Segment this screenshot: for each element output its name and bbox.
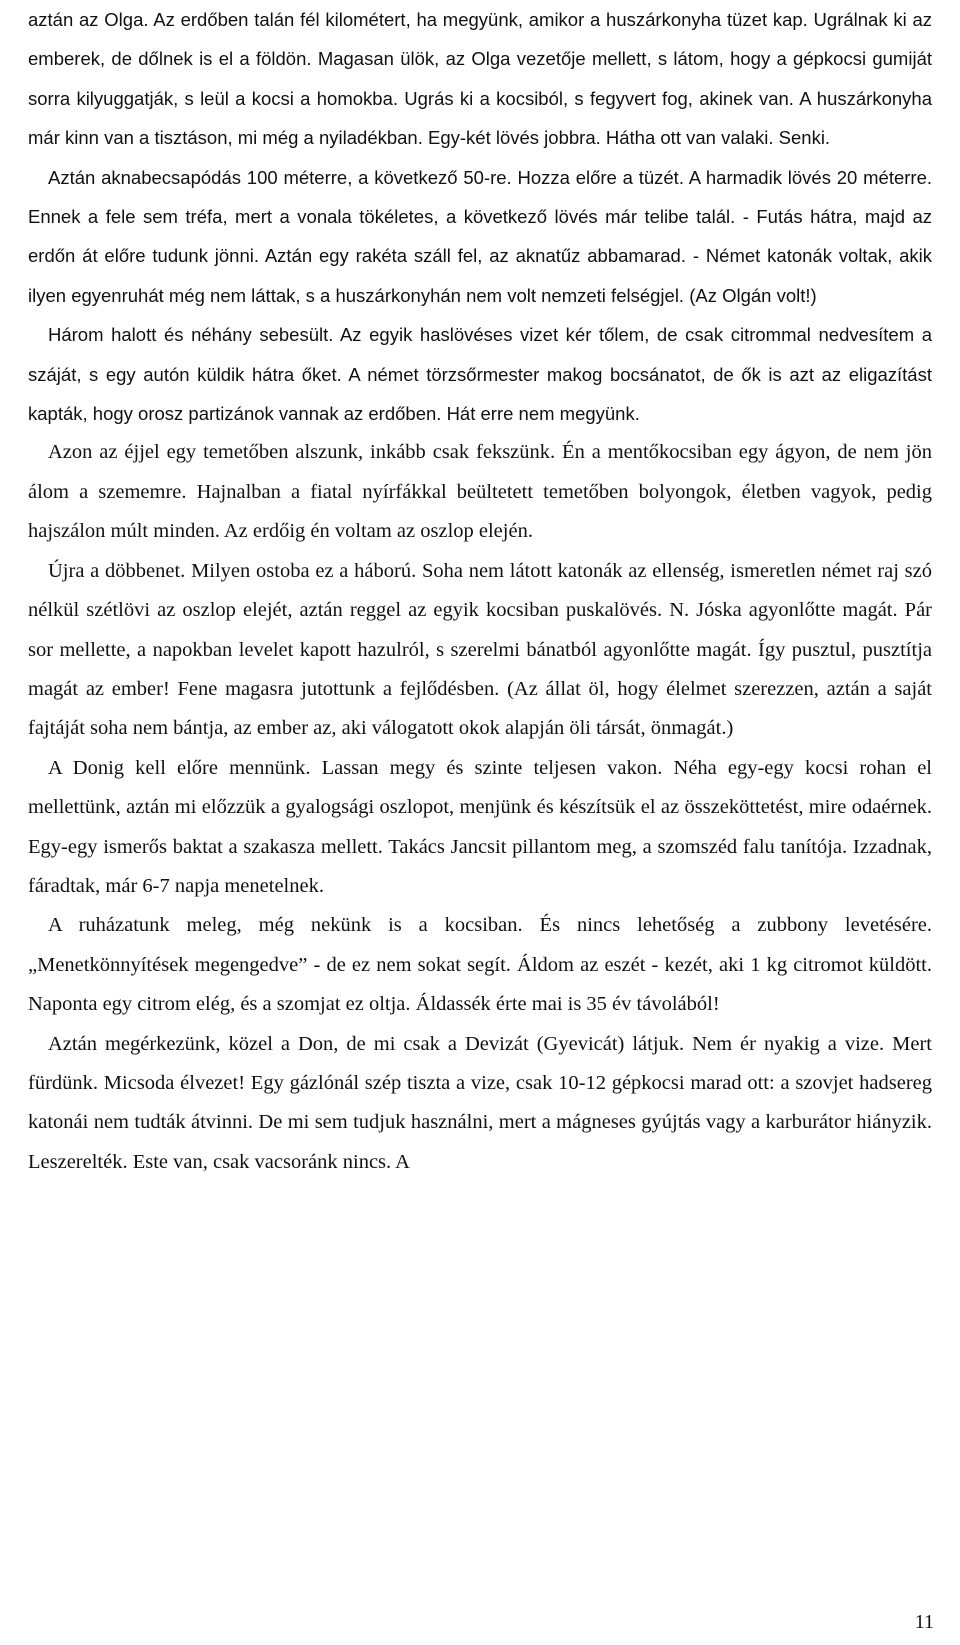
page-number: 11 <box>914 1611 934 1633</box>
paragraph-1: aztán az Olga. Az erdőben talán fél kilométert, ha megyünk, amikor a huszárkonyha tüzet kap. Ugrálnak ki az emberek, de dőlnek is el a földön. Magasan ülök, az Olga vezetője mellett, s látom, hogy a gépkocsi gumiját sorra kilyuggatják, s leül a kocsi a homokba. Ugrás ki a kocsiból, s fegyvert fog, akinek van. A huszárkonyha már kinn van a tisztáson, mi még a nyiladékban. Egy-két lövés jobbra. Hátha ott van valaki. Senki. <box>28 9 932 149</box>
paragraph-4: Azon az éjjel egy temetőben alszunk, inkább csak fekszünk. Én a mentőkocsiban egy ágyon, de nem jön álom a szememre. Hajnalban a fiatal nyírfákkal beültetett temetőben bolyongok, életben vagyok, pedig hajszálon múlt minden. Az erdőig én voltam az oszlop elején. <box>28 441 932 543</box>
paragraph-6: A Donig kell előre mennünk. Lassan megy és szinte teljesen vakon. Néha egy-egy kocsi rohan el mellettünk, aztán mi előzzük a gyalogsági oszlopot, menjünk és készítsük el az összeköttetést, mire odaérnek. Egy-egy ismerős baktat a szakasza mellett. Takács Jancsit pillantom meg, a szomszéd falu tanítója. Izzadnak, fáradtak, már 6-7 napja menetelnek. <box>28 756 932 897</box>
paragraph-3: Három halott és néhány sebesült. Az egyik haslövéses vizet kér tőlem, de csak citrommal nedvesítem a száját, s egy autón küldik hátra őket. A német törzsőrmester makog bocsánatot, de ők is azt az eligazítást kapták, hogy orosz partizánok vannak az erdőben. Hát erre nem megyünk. <box>28 324 932 425</box>
paragraph-8: Aztán megérkezünk, közel a Don, de mi csak a Devizát (Gyevicát) látjuk. Nem ér nyakig a vize. Mert fürdünk. Micsoda élvezet! Egy gázlónál szép tiszta a vize, csak 10-12 gépkocsi marad ott: a szovjet hadsereg katonái nem tudták átvinni. De mi sem tudjuk használni, mert a mágneses gyújtás vagy a karburátor hiányzik. Leszerelték. Este van, csak vacsoránk nincs. A <box>28 1032 932 1173</box>
paragraph-2: Aztán aknabecsapódás 100 méterre, a következő 50-re. Hozza előre a tüzét. A harmadik lövés 20 méterre. Ennek a fele sem tréfa, mert a vonala tökéletes, a következő lövés már telibe talál. - Futás hátra, majd az erdőn át előre tudunk jönni. Aztán egy rakéta száll fel, az aknatűz abbamarad. - Német katonák voltak, akik ilyen egyenruhát még nem láttak, s a huszárkonyhán nem volt nemzeti felségjel. (Az Olgán volt!) <box>28 166 932 306</box>
paragraph-5: Újra a döbbenet. Milyen ostoba ez a háború. Soha nem látott katonák az ellenség, ismeretlen német raj szó nélkül szétlövi az oszlop elejét, aztán reggel az egyik kocsiban puskalövés. N. Jóska agyonlőtte magát. Pár sor mellette, a napokban levelet kapott hazulról, s szerelmi bánatból agyonlőtte magát. Így pusztul, pusztítja magát az ember! Fene magasra jutottunk a fejlődésben. (Az állat öl, hogy élelmet szerezzen, aztán a saját fajtáját soha nem bántja, az ember az, aki válogatott okok alapján öli társát, önmagát.) <box>28 559 932 740</box>
body-text <box>28 0 932 1182</box>
paragraph-7: A ruházatunk meleg, még nekünk is a kocsiban. És nincs lehetőség a zubbony levetésére. „Menetkönnyítések megengedve” - de ez nem sokat segít. Áldom az eszét - kezét, aki 1 kg citromot küldött. Naponta egy citrom elég, és a szomjat ez oltja. Áldassék érte mai is 35 év távolából! <box>28 914 932 1016</box>
